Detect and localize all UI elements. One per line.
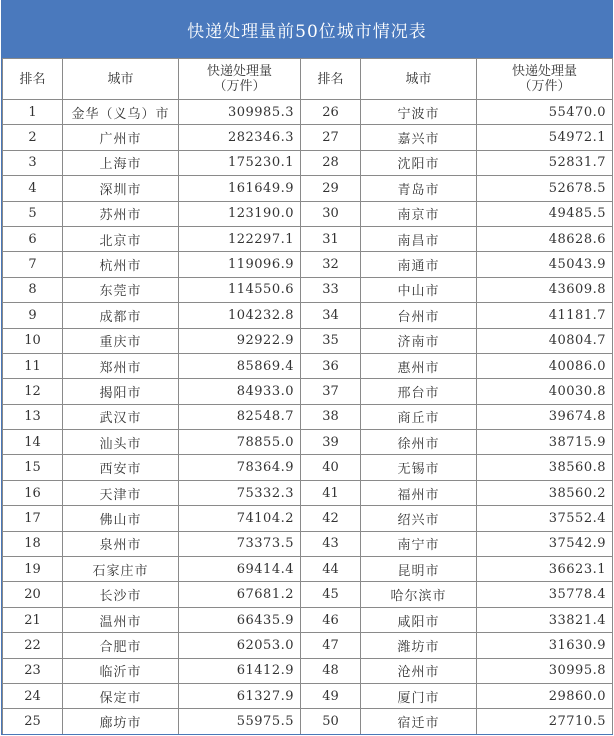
city-cell: 东莞市	[63, 277, 179, 302]
table-row	[3, 455, 613, 480]
volume-cell: 33821.4	[477, 607, 613, 632]
rank-cell: 49	[301, 683, 361, 708]
city-cell: 宿迁市	[361, 709, 477, 734]
city-cell: 沈阳市	[361, 150, 477, 175]
city-cell: 苏州市	[63, 201, 179, 226]
rank-cell: 17	[3, 506, 63, 531]
header-rank: 排名	[301, 59, 361, 100]
rank-cell: 3	[3, 150, 63, 175]
city-cell: 深圳市	[63, 176, 179, 201]
volume-cell: 37552.4	[477, 506, 613, 531]
city-cell: 杭州市	[63, 252, 179, 277]
table-row	[3, 658, 613, 683]
city-cell: 临沂市	[63, 658, 179, 683]
rank-cell: 8	[3, 277, 63, 302]
table-row	[3, 557, 613, 582]
rank-cell: 12	[3, 379, 63, 404]
city-cell: 无锡市	[361, 455, 477, 480]
table-header-row	[3, 59, 613, 100]
header-volume-line2: （万件）	[213, 79, 266, 94]
table-row	[3, 582, 613, 607]
rank-cell: 40	[301, 455, 361, 480]
city-cell: 合肥市	[63, 633, 179, 658]
city-cell: 福州市	[361, 480, 477, 505]
table-row	[3, 404, 613, 429]
city-cell: 石家庄市	[63, 557, 179, 582]
volume-cell: 114550.6	[179, 277, 301, 302]
table-row	[3, 150, 613, 175]
volume-cell: 30995.8	[477, 658, 613, 683]
volume-cell: 84933.0	[179, 379, 301, 404]
city-cell: 徐州市	[361, 430, 477, 455]
volume-cell: 36623.1	[477, 557, 613, 582]
volume-cell: 85869.4	[179, 353, 301, 378]
city-cell: 南通市	[361, 252, 477, 277]
city-cell: 金华（义乌）市	[63, 100, 179, 125]
volume-cell: 309985.3	[179, 100, 301, 125]
volume-cell: 61412.9	[179, 658, 301, 683]
table-row	[3, 379, 613, 404]
city-cell: 廊坊市	[63, 709, 179, 734]
rank-cell: 11	[3, 353, 63, 378]
volume-cell: 29860.0	[477, 683, 613, 708]
volume-cell: 55975.5	[179, 709, 301, 734]
volume-cell: 122297.1	[179, 226, 301, 251]
city-cell: 武汉市	[63, 404, 179, 429]
table-row	[3, 176, 613, 201]
rank-cell: 4	[3, 176, 63, 201]
rank-cell: 19	[3, 557, 63, 582]
volume-cell: 62053.0	[179, 633, 301, 658]
rank-cell: 14	[3, 430, 63, 455]
rank-cell: 33	[301, 277, 361, 302]
rank-cell: 50	[301, 709, 361, 734]
volume-cell: 282346.3	[179, 125, 301, 150]
table-row	[3, 633, 613, 658]
city-cell: 惠州市	[361, 353, 477, 378]
table-row	[3, 125, 613, 150]
volume-cell: 123190.0	[179, 201, 301, 226]
header-volume-line1: 快递处理量	[511, 64, 577, 79]
rank-cell: 18	[3, 531, 63, 556]
city-cell: 南京市	[361, 201, 477, 226]
header-rank: 排名	[3, 59, 63, 100]
volume-cell: 52678.5	[477, 176, 613, 201]
table-container	[1, 0, 613, 735]
rank-cell: 48	[301, 658, 361, 683]
volume-cell: 39674.8	[477, 404, 613, 429]
volume-cell: 119096.9	[179, 252, 301, 277]
city-cell: 北京市	[63, 226, 179, 251]
volume-cell: 67681.2	[179, 582, 301, 607]
volume-cell: 48628.6	[477, 226, 613, 251]
rank-cell: 41	[301, 480, 361, 505]
volume-cell: 27710.5	[477, 709, 613, 734]
city-cell: 厦门市	[361, 683, 477, 708]
table-row	[3, 430, 613, 455]
header-city: 城市	[361, 59, 477, 100]
table-title: 快递处理量前50位城市情况表	[2, 0, 612, 58]
volume-cell: 78855.0	[179, 430, 301, 455]
city-cell: 绍兴市	[361, 506, 477, 531]
volume-cell: 75332.3	[179, 480, 301, 505]
city-cell: 保定市	[63, 683, 179, 708]
header-volume-line2: （万件）	[518, 79, 571, 94]
table-row	[3, 506, 613, 531]
city-cell: 台州市	[361, 303, 477, 328]
city-cell: 上海市	[63, 150, 179, 175]
header-city: 城市	[63, 59, 179, 100]
volume-cell: 31630.9	[477, 633, 613, 658]
table-row	[3, 353, 613, 378]
table-row	[3, 531, 613, 556]
rank-cell: 30	[301, 201, 361, 226]
volume-cell: 82548.7	[179, 404, 301, 429]
rank-cell: 15	[3, 455, 63, 480]
rank-cell: 16	[3, 480, 63, 505]
rank-cell: 2	[3, 125, 63, 150]
rank-cell: 5	[3, 201, 63, 226]
volume-cell: 92922.9	[179, 328, 301, 353]
rank-cell: 7	[3, 252, 63, 277]
rank-cell: 22	[3, 633, 63, 658]
city-cell: 重庆市	[63, 328, 179, 353]
volume-cell: 78364.9	[179, 455, 301, 480]
rank-cell: 35	[301, 328, 361, 353]
city-cell: 汕头市	[63, 430, 179, 455]
city-cell: 嘉兴市	[361, 125, 477, 150]
city-cell: 中山市	[361, 277, 477, 302]
volume-cell: 61327.9	[179, 683, 301, 708]
city-cell: 昆明市	[361, 557, 477, 582]
rank-cell: 44	[301, 557, 361, 582]
table-row	[3, 226, 613, 251]
table-row	[3, 303, 613, 328]
table-row	[3, 201, 613, 226]
rank-cell: 1	[3, 100, 63, 125]
rank-cell: 20	[3, 582, 63, 607]
volume-cell: 73373.5	[179, 531, 301, 556]
rank-cell: 37	[301, 379, 361, 404]
volume-cell: 35778.4	[477, 582, 613, 607]
city-cell: 南昌市	[361, 226, 477, 251]
city-cell: 西安市	[63, 455, 179, 480]
rank-cell: 24	[3, 683, 63, 708]
rank-cell: 28	[301, 150, 361, 175]
rank-cell: 46	[301, 607, 361, 632]
volume-cell: 66435.9	[179, 607, 301, 632]
city-cell: 青岛市	[361, 176, 477, 201]
table-row	[3, 252, 613, 277]
header-volume-line1: 快递处理量	[206, 64, 272, 79]
city-cell: 咸阳市	[361, 607, 477, 632]
city-cell: 宁波市	[361, 100, 477, 125]
city-cell: 商丘市	[361, 404, 477, 429]
city-cell: 南宁市	[361, 531, 477, 556]
rank-cell: 39	[301, 430, 361, 455]
city-cell: 成都市	[63, 303, 179, 328]
rank-cell: 10	[3, 328, 63, 353]
volume-cell: 54972.1	[477, 125, 613, 150]
city-cell: 揭阳市	[63, 379, 179, 404]
city-cell: 长沙市	[63, 582, 179, 607]
city-cell: 哈尔滨市	[361, 582, 477, 607]
city-cell: 泉州市	[63, 531, 179, 556]
volume-cell: 49485.5	[477, 201, 613, 226]
volume-cell: 55470.0	[477, 100, 613, 125]
rank-cell: 26	[301, 100, 361, 125]
volume-cell: 52831.7	[477, 150, 613, 175]
rank-cell: 25	[3, 709, 63, 734]
volume-cell: 38560.2	[477, 480, 613, 505]
table-row	[3, 683, 613, 708]
table-body	[3, 100, 613, 735]
volume-cell: 37542.9	[477, 531, 613, 556]
rank-cell: 36	[301, 353, 361, 378]
city-cell: 佛山市	[63, 506, 179, 531]
volume-cell: 175230.1	[179, 150, 301, 175]
city-cell: 济南市	[361, 328, 477, 353]
city-cell: 天津市	[63, 480, 179, 505]
volume-cell: 45043.9	[477, 252, 613, 277]
volume-cell: 43609.8	[477, 277, 613, 302]
city-cell: 沧州市	[361, 658, 477, 683]
rank-cell: 23	[3, 658, 63, 683]
volume-cell: 41181.7	[477, 303, 613, 328]
rank-cell: 32	[301, 252, 361, 277]
rank-cell: 29	[301, 176, 361, 201]
volume-cell: 69414.4	[179, 557, 301, 582]
rank-cell: 9	[3, 303, 63, 328]
rank-cell: 27	[301, 125, 361, 150]
rank-cell: 34	[301, 303, 361, 328]
header-volume	[179, 59, 301, 100]
city-cell: 广州市	[63, 125, 179, 150]
table-row	[3, 328, 613, 353]
volume-cell: 74104.2	[179, 506, 301, 531]
table-row	[3, 480, 613, 505]
city-cell: 潍坊市	[361, 633, 477, 658]
table-row	[3, 277, 613, 302]
table-row	[3, 100, 613, 125]
volume-cell: 40086.0	[477, 353, 613, 378]
rank-cell: 13	[3, 404, 63, 429]
volume-cell: 40030.8	[477, 379, 613, 404]
rank-cell: 31	[301, 226, 361, 251]
city-express-table	[2, 58, 613, 735]
volume-cell: 38560.8	[477, 455, 613, 480]
city-cell: 温州市	[63, 607, 179, 632]
volume-cell: 40804.7	[477, 328, 613, 353]
table-row	[3, 607, 613, 632]
rank-cell: 45	[301, 582, 361, 607]
volume-cell: 161649.9	[179, 176, 301, 201]
city-cell: 郑州市	[63, 353, 179, 378]
rank-cell: 38	[301, 404, 361, 429]
rank-cell: 47	[301, 633, 361, 658]
city-cell: 邢台市	[361, 379, 477, 404]
volume-cell: 38715.9	[477, 430, 613, 455]
rank-cell: 42	[301, 506, 361, 531]
header-volume	[477, 59, 613, 100]
volume-cell: 104232.8	[179, 303, 301, 328]
table-row	[3, 709, 613, 734]
rank-cell: 43	[301, 531, 361, 556]
rank-cell: 21	[3, 607, 63, 632]
rank-cell: 6	[3, 226, 63, 251]
